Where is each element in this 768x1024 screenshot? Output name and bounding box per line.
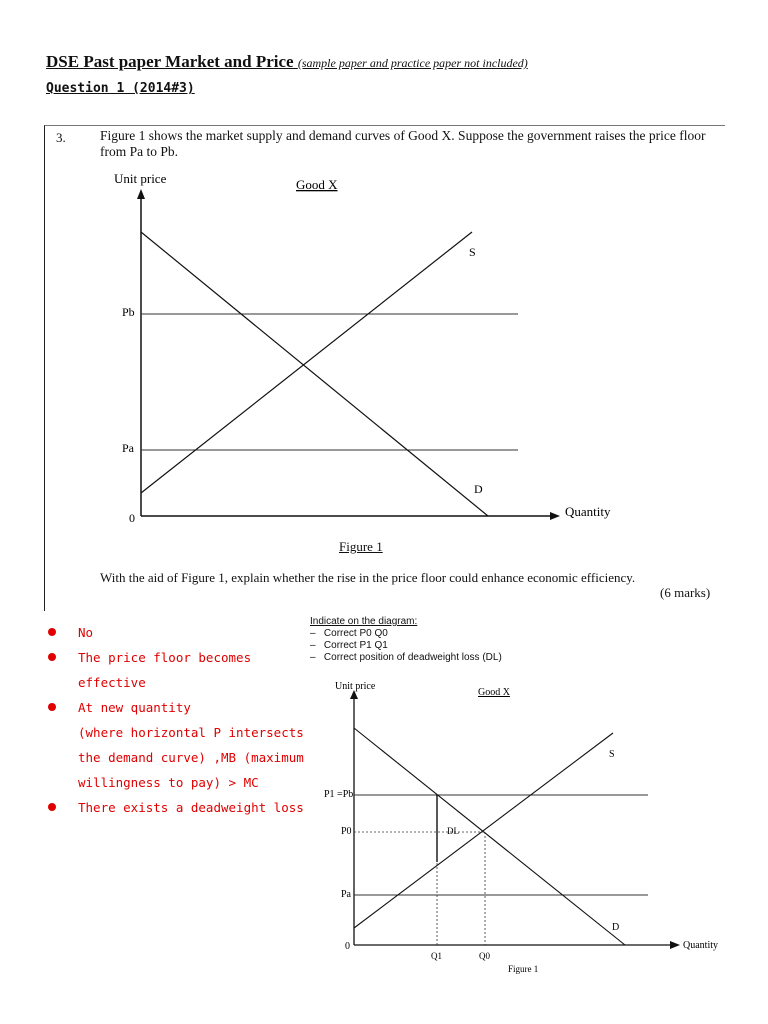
fig2-origin: 0: [345, 941, 350, 952]
fig1-x-arrow: [550, 512, 560, 520]
marking-item: – Correct P1 Q1: [310, 640, 388, 651]
question-heading: Question 1 (2014#3): [46, 81, 195, 96]
fig2-ylabel: Unit price: [335, 681, 376, 692]
fig1-supply-curve: [141, 232, 472, 493]
title-main: DSE Past paper Market and Price: [46, 52, 298, 71]
answer-item: There exists a deadweight loss: [48, 795, 308, 820]
fig1-supply-label: S: [469, 245, 476, 259]
question-marks: (6 marks): [660, 585, 711, 600]
question-number: 3.: [56, 130, 66, 145]
fig2-x-arrow: [670, 941, 680, 949]
title-subtitle: (sample paper and practice paper not included): [297, 56, 528, 70]
question-text: Figure 1 shows the market supply and demand curves of Good X. Suppose the government raises the price floor from Pa to Pb.: [100, 128, 706, 159]
marking-item-text: Correct P1 Q1: [323, 640, 388, 651]
fig1-xlabel: Quantity: [565, 504, 611, 519]
fig1-demand-curve: [141, 232, 488, 516]
fig2-dl-label: DL: [447, 826, 459, 836]
fig2-supply-label: S: [609, 749, 615, 760]
fig1-pb-label: Pb: [122, 305, 135, 319]
answer-bullets: [48, 620, 308, 820]
figure-1-caption: Figure 1: [339, 539, 383, 554]
fig2-demand-curve: [354, 728, 625, 945]
fig2-pa-label: Pa: [341, 889, 351, 900]
marking-item: – Correct position of deadweight loss (DL): [310, 652, 502, 663]
fig2-p1-label: P1 =Pb: [324, 789, 354, 800]
fig1-y-arrow: [137, 189, 145, 199]
marking-item: – Correct P0 Q0: [310, 628, 388, 639]
fig1-pa-label: Pa: [122, 441, 134, 455]
fig1-ylabel: Unit price: [114, 171, 167, 186]
fig1-origin: 0: [129, 511, 135, 525]
fig2-q1-label: Q1: [431, 951, 442, 961]
fig2-caption: Figure 1: [508, 964, 539, 974]
answer-item: No: [48, 620, 308, 645]
fig1-demand-label: D: [474, 482, 483, 496]
fig2-p0-label: P0: [341, 826, 352, 837]
answer-item-continued: willingness to pay) > MC: [78, 775, 259, 790]
answer-item-continued: the demand curve) ,MB (maximum: [78, 750, 304, 765]
fig2-demand-label: D: [612, 922, 620, 933]
fig2-title: Good X: [478, 687, 510, 698]
fig2-q0-label: Q0: [479, 951, 490, 961]
marking-item-text: Correct position of deadweight loss (DL): [323, 652, 502, 663]
answer-item: At new quantity: [48, 695, 308, 720]
fig2-xlabel: Quantity: [683, 940, 718, 951]
marking-item-text: Correct P0 Q0: [323, 628, 388, 639]
marking-scheme: [310, 616, 502, 664]
fig1-title: Good X: [296, 177, 338, 192]
fig2-supply-curve: [354, 733, 613, 928]
answer-item: The price floor becomes effective: [48, 645, 308, 695]
question-prompt: With the aid of Figure 1, explain whether the rise in the price floor could enhance economic efficiency.: [100, 570, 636, 585]
answer-item-continued: (where horizontal P intersects: [78, 725, 304, 740]
marking-scheme-heading: Indicate on the diagram:: [310, 616, 418, 627]
